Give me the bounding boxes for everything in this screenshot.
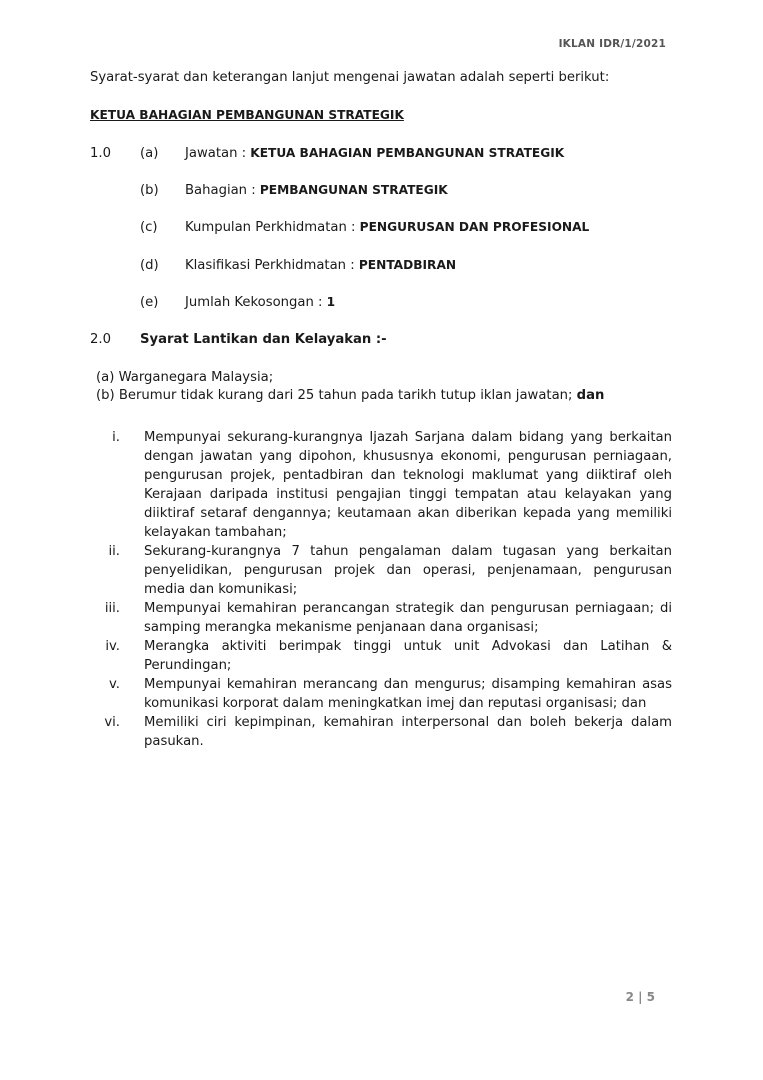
list-item-text: Merangka aktiviti berimpak tinggi untuk unit Advokasi dan Latihan & Perundingan; xyxy=(144,639,672,673)
item-value: KETUA BAHAGIAN PEMBANGUNAN STRATEGIK xyxy=(250,146,565,160)
section-number: 1.0 xyxy=(90,146,111,161)
list-item xyxy=(100,637,672,675)
item-label-text: Bahagian : xyxy=(185,183,260,198)
item-value: PEMBANGUNAN STRATEGIK xyxy=(259,183,448,197)
item-label-text: Jawatan : xyxy=(185,146,251,161)
item-value: 1 xyxy=(326,295,336,309)
requirements-list xyxy=(100,428,672,751)
intro-text: Syarat-syarat dan keterangan lanjut mengenai jawatan adalah seperti berikut: xyxy=(90,70,610,85)
section-number: 2.0 xyxy=(90,332,111,347)
list-item-number: ii. xyxy=(108,544,120,559)
list-item-text: Mempunyai kemahiran perancangan strategik dan pengurusan perniagaan; di samping merangka mekanisme penjanaan dana organisasi; xyxy=(144,601,672,635)
item-letter: (e) xyxy=(140,295,159,310)
item-letter: (a) xyxy=(140,146,159,161)
item-value: PENGURUSAN DAN PROFESIONAL xyxy=(359,220,590,234)
item-label xyxy=(185,295,335,310)
list-item-number: i. xyxy=(112,430,120,445)
list-item-number: v. xyxy=(109,677,120,692)
item-letter: (b) xyxy=(140,183,159,198)
section-title: KETUA BAHAGIAN PEMBANGUNAN STRATEGIK xyxy=(90,108,404,122)
list-item xyxy=(100,713,672,751)
condition-item xyxy=(96,388,604,403)
list-item xyxy=(100,428,672,542)
list-item-text: Sekurang-kurangnya 7 tahun pengalaman dalam tugasan yang berkaitan penyelidikan, pengurusan projek dan operasi, penjenamaan, pengurusan media dan komunikasi; xyxy=(144,544,672,597)
document-reference: IKLAN IDR/1/2021 xyxy=(558,38,666,50)
item-label xyxy=(185,220,589,235)
item-label-text: Kumpulan Perkhidmatan : xyxy=(185,220,360,235)
section-heading: Syarat Lantikan dan Kelayakan :- xyxy=(140,332,387,347)
list-item-text: Memiliki ciri kepimpinan, kemahiran interpersonal dan boleh bekerja dalam pasukan. xyxy=(144,715,672,749)
condition-text: (a) Warganegara Malaysia; xyxy=(96,370,274,385)
item-label xyxy=(185,258,456,273)
list-item-number: iii. xyxy=(104,601,120,616)
list-item xyxy=(100,599,672,637)
list-item xyxy=(100,675,672,713)
condition-item xyxy=(96,370,273,385)
item-label-text: Jumlah Kekosongan : xyxy=(185,295,327,310)
list-item-number: iv. xyxy=(105,639,120,654)
item-label xyxy=(185,146,564,161)
list-item-number: vi. xyxy=(104,715,120,730)
condition-bold-suffix: dan xyxy=(576,388,605,403)
condition-text: (b) Berumur tidak kurang dari 25 tahun pada tarikh tutup iklan jawatan; xyxy=(96,388,577,403)
item-value: PENTADBIRAN xyxy=(358,258,457,272)
item-label-text: Klasifikasi Perkhidmatan : xyxy=(185,258,359,273)
item-label xyxy=(185,183,448,198)
page-number: 2 | 5 xyxy=(625,990,655,1004)
list-item xyxy=(100,542,672,599)
list-item-text: Mempunyai sekurang-kurangnya Ijazah Sarjana dalam bidang yang berkaitan dengan jawatan yang dipohon, khususnya ekonomi, pengurusan perniagaan, pengurusan projek, pentadbiran dan teknologi maklumat yang diiktiraf oleh Kerajaan daripada institusi pengajian tinggi tempatan atau kelayakan yang diiktiraf setaraf dengannya; keutamaan akan diberikan kepada yang memiliki kelayakan tambahan; xyxy=(144,430,672,540)
item-letter: (d) xyxy=(140,258,159,273)
item-letter: (c) xyxy=(140,220,158,235)
list-item-text: Mempunyai kemahiran merancang dan mengurus; disamping kemahiran asas komunikasi korporat dalam meningkatkan imej dan reputasi organisasi; dan xyxy=(144,677,672,711)
